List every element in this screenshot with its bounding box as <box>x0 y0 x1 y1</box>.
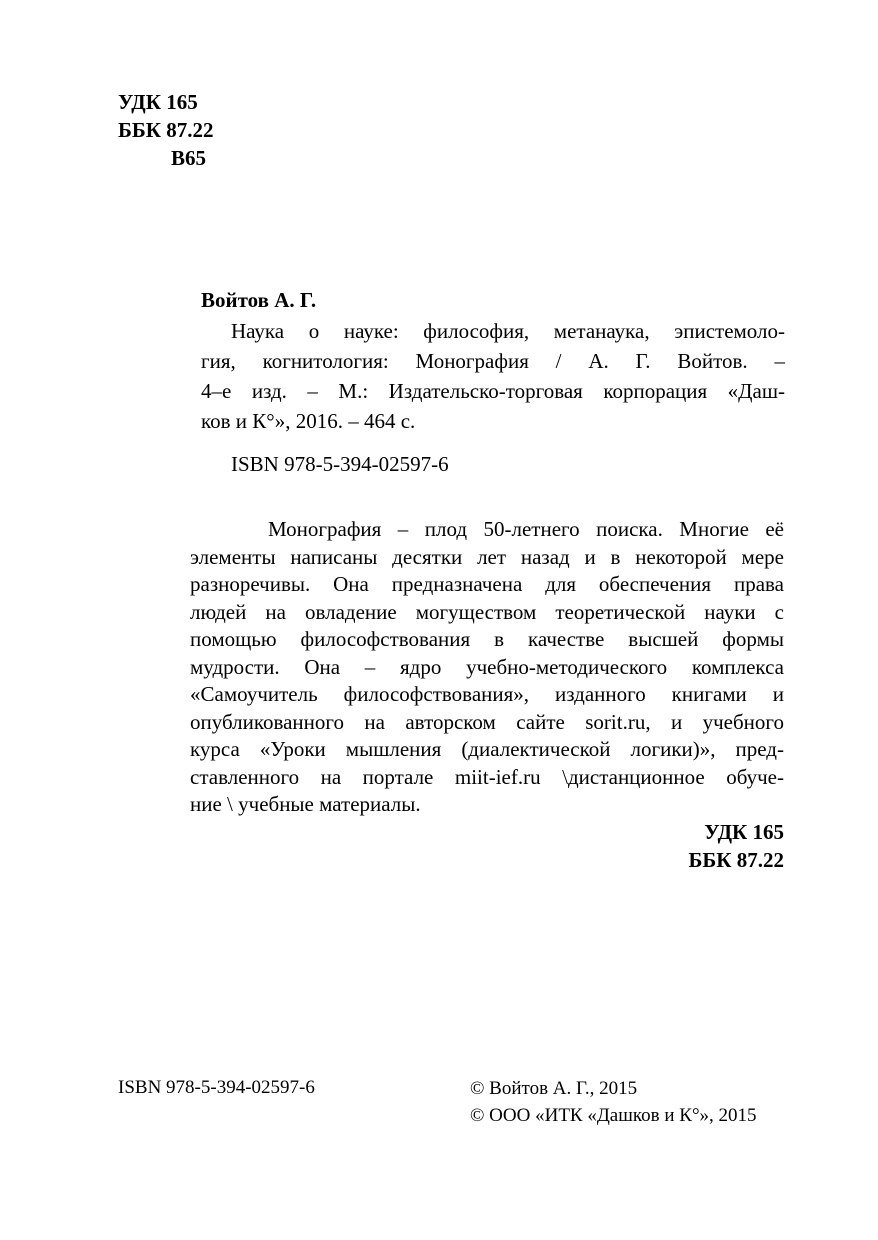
abstract-line: элементы написаны десятки лет назад и в некоторой мере <box>190 544 784 569</box>
abstract-line: Монография – плод 50-летнего поиска. Многие её <box>268 517 784 541</box>
author-sign: В65 <box>171 146 207 170</box>
copyright-author: © Войтов А. Г., 2015 <box>470 1078 638 1099</box>
abstract-line: опубликованного на авторском сайте sorit.ru, и учебного <box>190 709 784 734</box>
abstract-line: ние \ учебные материалы. <box>190 792 421 816</box>
biblio-line: 4–е изд. – М.: Издательско-торговая корпорация «Даш- <box>201 379 785 403</box>
abstract-line: разноречивы. Она предназначена для обеспечения права <box>190 572 784 596</box>
author-name: Войтов А. Г. <box>201 288 317 312</box>
footer-isbn: ISBN 978-5-394-02597-6 <box>118 1077 315 1098</box>
abstract <box>190 516 784 819</box>
abstract-line: помощью философствования в качестве высшей формы <box>190 627 784 651</box>
abstract-line: мудрости. Она – ядро учебно-методического комплекса <box>190 654 784 679</box>
isbn: ISBN 978-5-394-02597-6 <box>231 452 449 476</box>
udk-code: УДК 165 <box>704 820 784 844</box>
abstract-line: курса «Уроки мышления (диалектической логики)», пред- <box>190 737 784 761</box>
bbk-code: ББК 87.22 <box>688 848 784 872</box>
copyright-publisher: © ООО «ИТК «Дашков и К°», 2015 <box>470 1105 757 1126</box>
bibliographic-description <box>201 316 785 436</box>
classification-codes <box>118 88 214 172</box>
abstract-line: ставленного на портале miit-ief.ru \дистанционное обуче- <box>190 764 784 789</box>
bbk-code: ББК 87.22 <box>118 118 214 142</box>
classification-codes-bottom <box>689 818 785 874</box>
udk-code: УДК 165 <box>118 90 198 114</box>
abstract-line: людей на овладение могуществом теоретической науки с <box>190 599 784 624</box>
biblio-line: ков и К°», 2016. – 464 с. <box>201 409 416 433</box>
biblio-line: Наука о науке: философия, метанаука, эпистемоло- <box>231 319 785 343</box>
abstract-line: «Самоучитель философствования», изданного книгами и <box>190 682 784 706</box>
copyright-notices <box>470 1075 757 1129</box>
biblio-line: гия, когнитология: Монография / А. Г. Войтов. – <box>201 349 785 373</box>
